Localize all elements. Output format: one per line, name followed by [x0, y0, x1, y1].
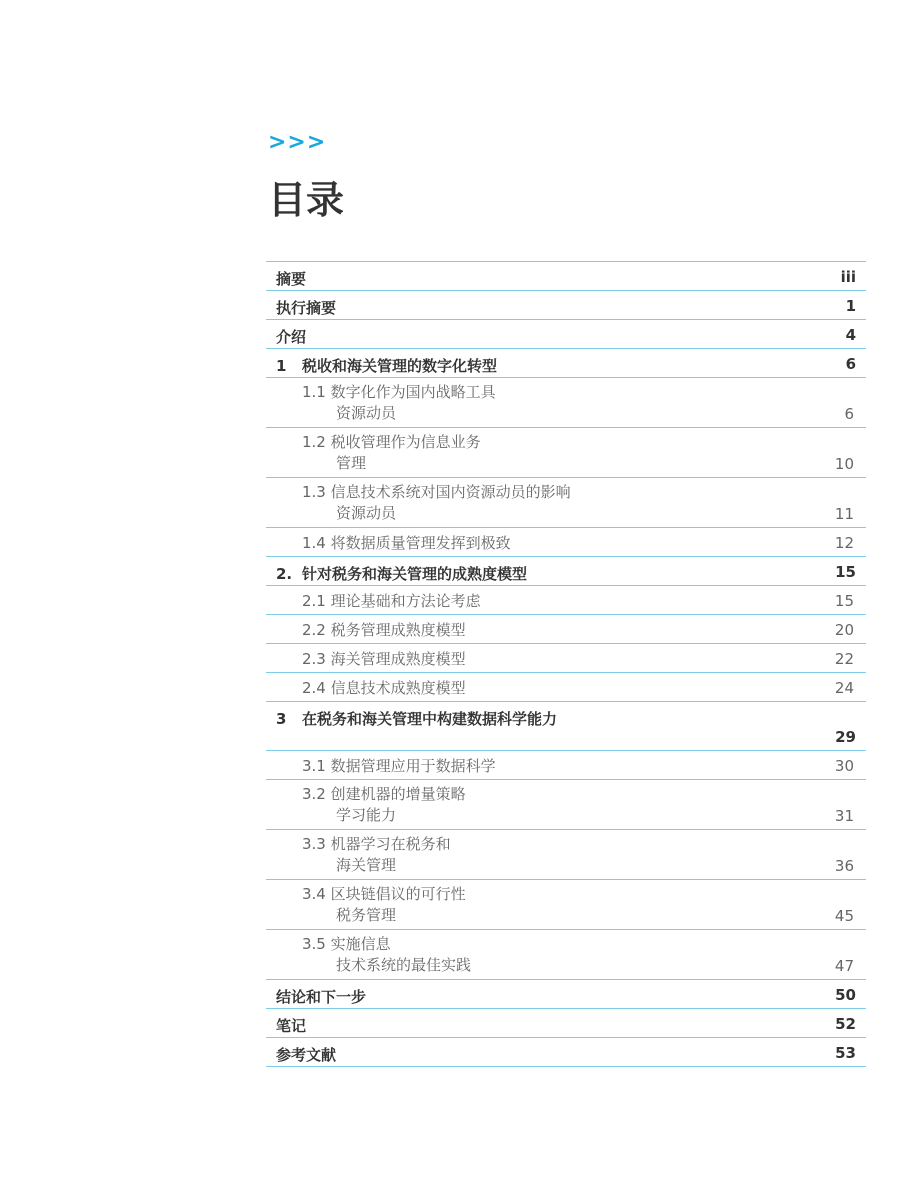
toc-subsection-line1: 2.1 理论基础和方法论考虑 — [302, 592, 481, 610]
toc-section-label — [276, 708, 557, 729]
toc-section-row[interactable] — [266, 1038, 866, 1067]
toc-subsection-line1: 1.3 信息技术系统对国内资源动员的影响 — [302, 483, 571, 501]
toc-section-label — [276, 563, 527, 584]
toc-section-label — [276, 1015, 306, 1036]
toc-section-row[interactable] — [266, 557, 866, 586]
toc-subsection-row[interactable] — [266, 478, 866, 528]
toc-subsection-row[interactable] — [266, 673, 866, 702]
toc-subsection-row[interactable] — [266, 880, 866, 930]
toc-subsection-line1: 3.4 区块链倡议的可行性 — [302, 885, 466, 903]
toc-subsection-line1: 2.2 税务管理成熟度模型 — [302, 621, 466, 639]
toc-page-number: 30 — [834, 757, 854, 775]
toc-section-title: 针对税务和海关管理的成熟度模型 — [302, 565, 528, 583]
toc-subsection-row[interactable] — [266, 830, 866, 880]
toc-subsection-line2: 资源动员 — [336, 504, 397, 522]
toc-list — [266, 261, 866, 1067]
toc-section-row[interactable] — [266, 1009, 866, 1038]
toc-subsection-row[interactable] — [266, 615, 866, 644]
toc-section-label — [276, 986, 366, 1007]
toc-page-number: 6 — [844, 405, 854, 423]
toc-page-number: 11 — [834, 505, 854, 523]
toc-page-number: 6 — [845, 355, 856, 373]
toc-subsection-line1: 3.5 实施信息 — [302, 935, 391, 953]
toc-subsection-line2: 税务管理 — [336, 906, 397, 924]
toc-subsection-line1: 2.4 信息技术成熟度模型 — [302, 679, 466, 697]
toc-section-row[interactable] — [266, 702, 866, 751]
toc-section-title: 参考文献 — [276, 1046, 337, 1064]
toc-subsection-row[interactable] — [266, 780, 866, 830]
toc-subsection-line1: 3.1 数据管理应用于数据科学 — [302, 757, 496, 775]
toc-page-number: 53 — [835, 1044, 856, 1062]
toc-subsection-label — [302, 432, 481, 474]
toc-subsection-label — [302, 620, 466, 641]
toc-page-number: 45 — [834, 907, 854, 925]
toc-page-number: 15 — [835, 563, 856, 581]
toc-subsection-label — [302, 482, 571, 524]
toc-subsection-row[interactable] — [266, 930, 866, 980]
toc-section-number: 1 — [276, 357, 287, 375]
toc-section-label — [276, 326, 306, 347]
toc-subsection-label — [302, 678, 466, 699]
toc-section-title: 摘要 — [276, 270, 307, 288]
toc-subsection-label — [302, 591, 481, 612]
toc-subsection-line1: 1.4 将数据质量管理发挥到极致 — [302, 534, 511, 552]
toc-subsection-line2: 资源动员 — [336, 404, 397, 422]
toc-page-number: 31 — [834, 807, 854, 825]
toc-page-number: 52 — [835, 1015, 856, 1033]
page-title: 目录 — [268, 178, 345, 222]
toc-section-row[interactable] — [266, 291, 866, 320]
toc-subsection-line2: 学习能力 — [336, 806, 397, 824]
toc-section-number: 3 — [276, 710, 287, 728]
toc-page-number: 15 — [834, 592, 854, 610]
toc-page-number: 50 — [835, 986, 856, 1004]
toc-subsection-row[interactable] — [266, 751, 866, 780]
toc-subsection-row[interactable] — [266, 528, 866, 557]
toc-page-number: 1 — [845, 297, 856, 315]
toc-subsection-row[interactable] — [266, 586, 866, 615]
toc-section-title: 介绍 — [276, 328, 307, 346]
toc-subsection-line2: 技术系统的最佳实践 — [336, 956, 472, 974]
toc-subsection-row[interactable] — [266, 428, 866, 478]
toc-section-number: 2. — [276, 565, 293, 583]
toc-section-label — [276, 268, 306, 289]
toc-subsection-line1: 2.3 海关管理成熟度模型 — [302, 650, 466, 668]
toc-section-row[interactable] — [266, 320, 866, 349]
toc-subsection-line1: 3.2 创建机器的增量策略 — [302, 785, 466, 803]
toc-section-label — [276, 1044, 336, 1065]
toc-section-title: 税收和海关管理的数字化转型 — [302, 357, 498, 375]
toc-page-number: 24 — [834, 679, 854, 697]
toc-subsection-label — [302, 756, 496, 777]
toc-section-title: 在税务和海关管理中构建数据科学能力 — [302, 710, 558, 728]
toc-page-number: 12 — [834, 534, 854, 552]
toc-section-title: 结论和下一步 — [276, 988, 367, 1006]
chevrons-icon: >>> — [268, 130, 327, 155]
toc-subsection-line2: 管理 — [336, 454, 367, 472]
toc-subsection-line1: 1.2 税收管理作为信息业务 — [302, 433, 481, 451]
toc-page-number: 10 — [834, 455, 854, 473]
toc-subsection-label — [302, 533, 511, 554]
toc-page-number: 20 — [834, 621, 854, 639]
toc-subsection-line1: 3.3 机器学习在税务和 — [302, 835, 451, 853]
toc-subsection-row[interactable] — [266, 644, 866, 673]
toc-subsection-label — [302, 382, 496, 424]
toc-page-number: 22 — [834, 650, 854, 668]
toc-subsection-line1: 1.1 数字化作为国内战略工具 — [302, 383, 496, 401]
toc-subsection-label — [302, 884, 466, 926]
toc-subsection-label — [302, 934, 471, 976]
toc-page-number: 4 — [845, 326, 856, 344]
toc-section-title: 笔记 — [276, 1017, 307, 1035]
toc-page-number: 29 — [835, 728, 856, 746]
toc-subsection-label — [302, 834, 451, 876]
toc-subsection-row[interactable] — [266, 378, 866, 428]
toc-page-number: iii — [840, 268, 856, 286]
toc-section-label — [276, 297, 336, 318]
toc-section-row[interactable] — [266, 980, 866, 1009]
toc-subsection-label — [302, 649, 466, 670]
toc-section-row[interactable] — [266, 262, 866, 291]
toc-page-number: 36 — [834, 857, 854, 875]
toc-subsection-label — [302, 784, 466, 826]
toc-section-label — [276, 355, 497, 376]
toc-section-title: 执行摘要 — [276, 299, 337, 317]
toc-section-row[interactable] — [266, 349, 866, 378]
toc-subsection-line2: 海关管理 — [336, 856, 397, 874]
toc-page-number: 47 — [834, 957, 854, 975]
